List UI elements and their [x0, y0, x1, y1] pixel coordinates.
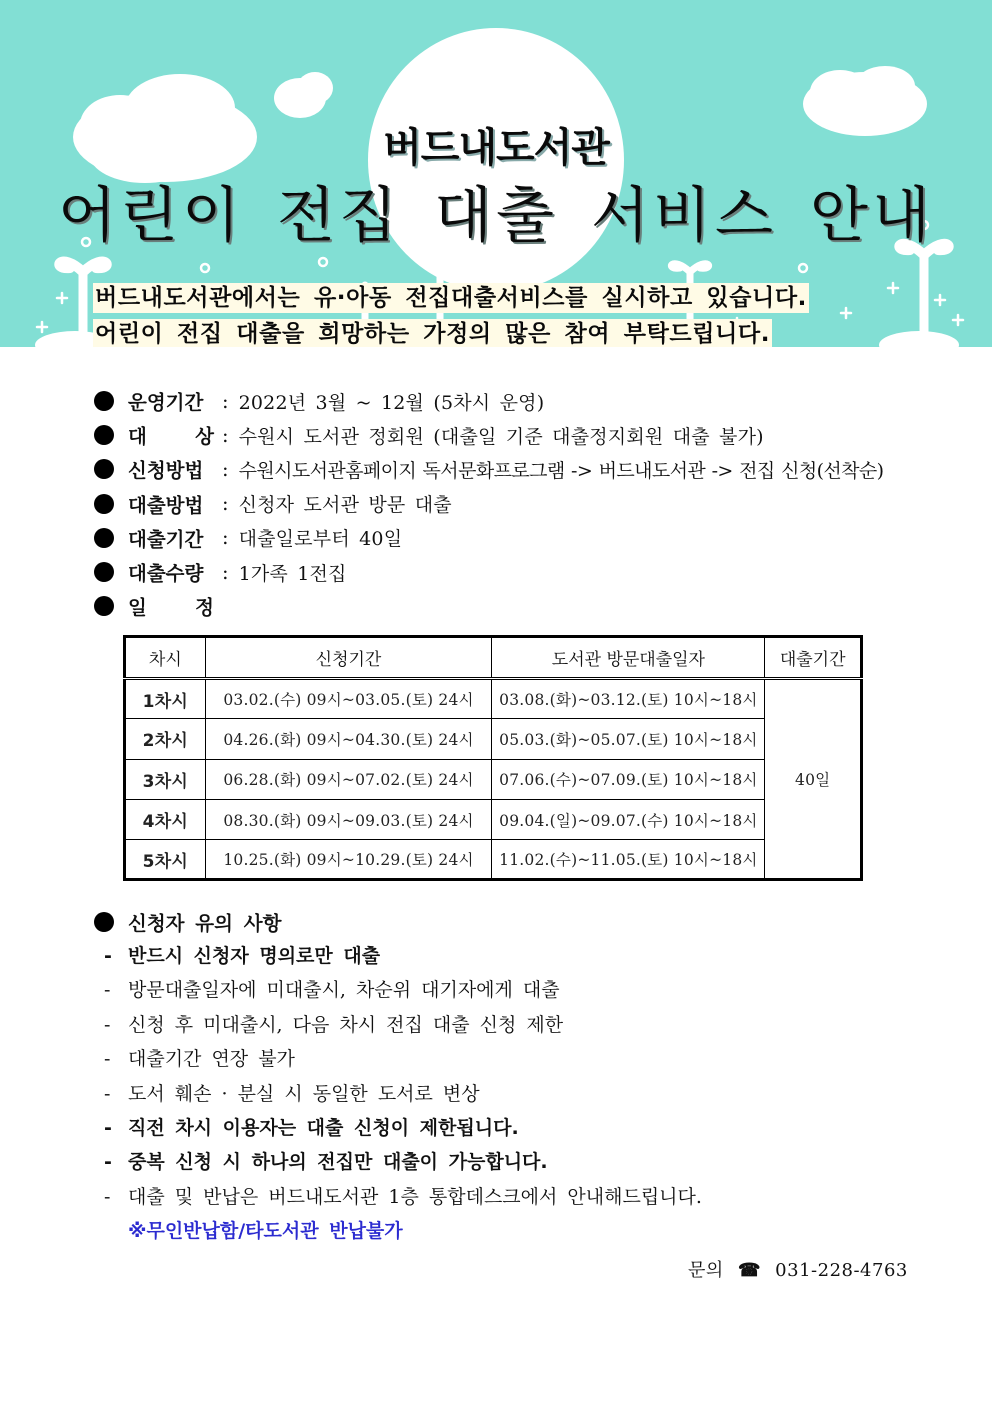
visit-cell: 09.04.(일)~09.07.(수) 10시~18시 [492, 799, 765, 839]
note-item: - 방문대출일자에 미대출시, 차순위 대기자에게 대출 [104, 979, 560, 1002]
apply-cell: 06.28.(화) 09시~07.02.(토) 24시 [205, 759, 492, 799]
bullet-icon [94, 562, 114, 582]
library-name: 버드내도서관 [383, 125, 609, 171]
header-loan-period: 대출기간 [765, 637, 862, 679]
table-header-row [125, 637, 862, 679]
info-value: 수원시도서관홈페이지 독서문화프로그램 -> 버드내도서관 -> 전집 신청(선착순) [238, 459, 884, 482]
info-value: 2022년 3월 ~ 12월 (5차시 운영) [238, 391, 545, 414]
table-row [125, 840, 862, 880]
info-row-apply-method: 신청방법 : 수원시도서관홈페이지 독서문화프로그램 -> 버드내도서관 -> 전집 신청(선착순) [94, 452, 914, 486]
header-banner [0, 0, 992, 347]
round-cell: 1차시 [125, 679, 206, 719]
info-value: 신청자 도서관 방문 대출 [238, 494, 452, 517]
table-row [125, 719, 862, 759]
round-cell: 3차시 [125, 759, 206, 799]
phone-number: 031-228-4763 [775, 1260, 908, 1281]
info-label: 일 정 [128, 596, 214, 620]
info-row-schedule [94, 589, 914, 623]
visit-cell: 03.08.(화)~03.12.(토) 10시~18시 [492, 679, 765, 719]
page-title: 어린이 전집 대출 서비스 안내 [58, 181, 934, 251]
phone-icon: ☎ [738, 1260, 761, 1281]
bullet-icon [94, 391, 114, 411]
visit-cell: 07.06.(수)~07.09.(토) 10시~18시 [492, 759, 765, 799]
info-row-loan-period: 대출기간 : 대출일로부터 40일 [94, 521, 914, 555]
return-warning: ※무인반납함/타도서관 반납불가 [128, 1220, 403, 1243]
subtitle-line-1: 버드내도서관에서는 유·아동 전집대출서비스를 실시하고 있습니다. [95, 285, 808, 311]
bullet-icon [94, 912, 114, 932]
schedule-table [123, 635, 863, 881]
info-label: 대출수량 [128, 562, 204, 586]
contact-info [688, 1256, 908, 1282]
apply-cell: 10.25.(화) 09시~10.29.(토) 24시 [205, 840, 492, 880]
info-label: 대 상 [128, 425, 214, 449]
note-item: - 반드시 신청자 명의로만 대출 [104, 945, 381, 967]
table-row [125, 759, 862, 799]
sprout-right [899, 244, 948, 345]
round-cell: 5차시 [125, 840, 206, 880]
info-label: 신청방법 [128, 459, 204, 483]
visit-cell: 05.03.(화)~05.07.(토) 10시~18시 [492, 719, 765, 759]
header-apply-period: 신청기간 [205, 637, 492, 679]
bullet-icon [94, 528, 114, 548]
info-value: 수원시 도서관 정회원 (대출일 기준 대출정지회원 대출 불가) [238, 425, 764, 448]
info-row-target: 대 상 : 수원시 도서관 정회원 (대출일 기준 대출정지회원 대출 불가) [94, 418, 914, 452]
info-label: 대출기간 [128, 527, 204, 551]
note-item: - 신청 후 미대출시, 다음 차시 전집 대출 신청 제한 [104, 1013, 564, 1036]
bullet-icon [94, 459, 114, 479]
apply-cell: 04.26.(화) 09시~04.30.(토) 24시 [205, 719, 492, 759]
table-row [125, 679, 862, 719]
info-value: 대출일로부터 40일 [238, 528, 403, 551]
info-label: 운영기간 [128, 391, 204, 415]
program-info-list [94, 384, 914, 623]
cloud-small [274, 72, 333, 118]
visit-cell: 11.02.(수)~11.05.(토) 10시~18시 [492, 840, 765, 880]
round-cell: 4차시 [125, 799, 206, 839]
header-visit-date: 도서관 방문대출일자 [492, 637, 765, 679]
apply-cell: 03.02.(수) 09시~03.05.(토) 24시 [205, 679, 492, 719]
bullet-icon [94, 596, 114, 616]
info-value: 1가족 1전집 [238, 562, 347, 585]
subtitle-line-2: 어린이 전집 대출을 희망하는 가정의 많은 참여 부탁드립니다. [95, 321, 771, 347]
notes-heading: 신청자 유의 사항 [94, 905, 914, 939]
note-item: - 대출기간 연장 불가 [104, 1048, 295, 1071]
bullet-icon [94, 494, 114, 514]
apply-cell: 08.30.(화) 09시~09.03.(토) 24시 [205, 799, 492, 839]
header-round: 차시 [125, 637, 206, 679]
loan-period-cell: 40일 [765, 679, 862, 880]
bullet-icon [94, 425, 114, 445]
info-label: 대출방법 [128, 493, 204, 517]
note-item: - 대출 및 반납은 버드내도서관 1층 통합데스크에서 안내해드립니다. [104, 1185, 702, 1208]
info-row-loan-quantity: 대출수량 : 1가족 1전집 [94, 555, 914, 589]
info-row-loan-method: 대출방법 : 신청자 도서관 방문 대출 [94, 487, 914, 521]
note-item: - 도서 훼손 · 분실 시 동일한 도서로 변상 [104, 1082, 480, 1105]
round-cell: 2차시 [125, 719, 206, 759]
applicant-notes [94, 905, 914, 1249]
note-item: - 직전 차시 이용자는 대출 신청이 제한됩니다. [104, 1116, 519, 1139]
contact-label: 문의 [688, 1260, 724, 1281]
note-item: - 중복 신청 시 하나의 전집만 대출이 가능합니다. [104, 1151, 548, 1174]
table-row [125, 799, 862, 839]
info-row-operating-period: 운영기간 : 2022년 3월 ~ 12월 (5차시 운영) [94, 384, 914, 418]
